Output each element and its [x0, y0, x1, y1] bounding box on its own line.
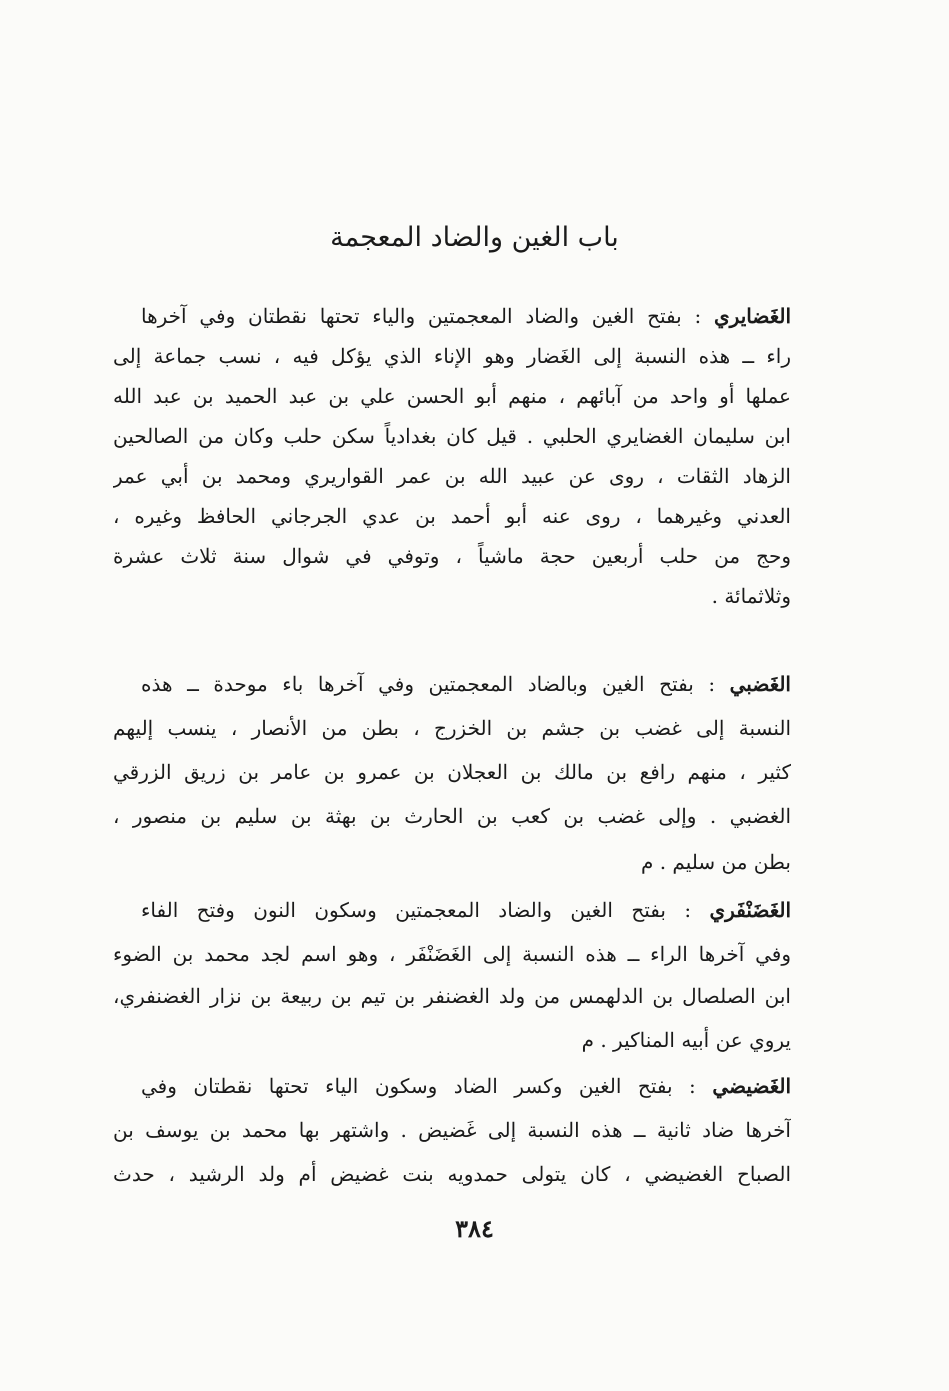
- text-line: العدني وغيرهما ، روى عنه أبو أحمد بن عدي الجرجاني الحافظ وغيره ،: [113, 504, 791, 528]
- text-line: الصباح الغضيضي ، كان يتولى حمدويه بنت غضيض أم ولد الرشيد ، حدث: [113, 1162, 791, 1186]
- text-line: الغضبي . وإلى غضب بن كعب بن الحارث بن بهثة بن سليم بن منصور ،: [113, 804, 791, 828]
- entry-headword: الغَضَنْفَري: [709, 898, 791, 922]
- chapter-title: باب الغين والضاد المعجمة: [330, 222, 619, 253]
- entry-headword: الغَضايري: [714, 304, 791, 328]
- text-line: [141, 1066, 791, 1106]
- text-line: عملها أو واحد من آبائهم ، منهم أبو الحسن علي بن عبد الحميد بن عبد الله: [113, 384, 791, 408]
- text-line: [141, 890, 791, 930]
- text-line: [141, 296, 791, 336]
- entries-text: [113, 296, 791, 1196]
- entry-headword: الغَضبي: [729, 672, 791, 696]
- entry-text: : بفتح الغين والضاد المعجمتين وسكون النون وفتح الفاء: [141, 898, 692, 922]
- text-line: وثلاثمائة .: [711, 584, 791, 608]
- text-line: ابن سليمان الغضايري الحلبي . قيل كان بغدادياً سكن حلب وكان من الصالحين: [113, 424, 791, 448]
- text-line: كثير ، منهم رافع بن مالك بن العجلان بن عمرو بن عامر بن زريق الزرقي: [113, 760, 791, 784]
- entry-headword: الغَضيضي: [712, 1074, 791, 1098]
- text-line: وفي آخرها الراء ــ هذه النسبة إلى الغَضَنْفَر ، وهو اسم لجد محمد بن الضوء: [113, 942, 791, 966]
- entry-text: : بفتح الغين والضاد المعجمتين والياء تحتها نقطتان وفي آخرها: [141, 304, 702, 328]
- text-line: النسبة إلى غضب بن جشم بن الخزرج ، بطن من الأنصار ، ينسب إليهم: [113, 716, 791, 740]
- text-line: آخرها ضاد ثانية ــ هذه النسبة إلى غَضيض . واشتهر بها محمد بن يوسف بن: [113, 1118, 791, 1142]
- text-line: الزهاد الثقات ، روى عن عبيد الله بن عمر القواريري ومحمد بن أبي عمر: [113, 464, 791, 488]
- entry-text: : بفتح الغين وبالضاد المعجمتين وفي آخرها باء موحدة ــ هذه: [141, 672, 716, 696]
- text-line: بطن من سليم . م: [640, 850, 791, 874]
- entry-text: : بفتح الغين وكسر الضاد وسكون الياء تحتها نقطتان وفي: [141, 1074, 696, 1098]
- text-line: [141, 664, 791, 704]
- text-line: يروي عن أبيه المناكير . م: [581, 1028, 791, 1052]
- text-line: راء ــ هذه النسبة إلى الغَضار وهو الإناء الذي يؤكل فيه ، نسب جماعة إلى: [113, 344, 791, 368]
- page-number: ٣٨٤: [455, 1214, 494, 1243]
- text-line: وحج من حلب أربعين حجة ماشياً ، وتوفي في شوال سنة ثلاث عشرة: [113, 544, 791, 568]
- text-line: ابن الصلصال بن الدلهمس من ولد الغضنفر بن تيم بن ربيعة بن نزار الغضنفري،: [113, 984, 791, 1008]
